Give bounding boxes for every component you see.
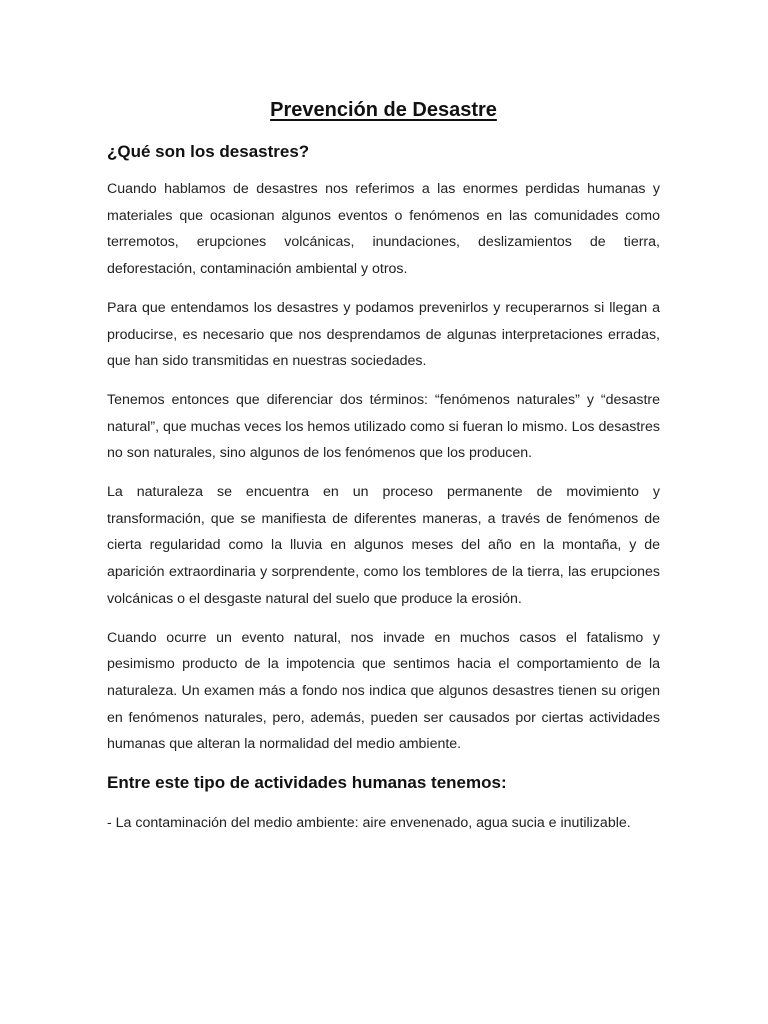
document-page [107,92,660,849]
section-heading-que-son: ¿Qué son los desastres? [107,142,310,161]
paragraph: Cuando ocurre un evento natural, nos invade en muchos casos el fatalismo y pesimismo producto de la impotencia que sentimos hacia el comportamiento de la naturaleza. Un examen más a fondo nos indica que algunos desastres tienen su origen en fenómenos naturales, pero, además, pueden ser causados por ciertas actividades humanas que alteran la normalidad del medio ambiente. [107,629,660,753]
paragraph: Tenemos entonces que diferenciar dos términos: “fenómenos naturales” y “desastre natural”, que muchas veces los hemos utilizado como si fueran lo mismo. Los desastres no son naturales, sino algunos de los fenómenos que los producen. [107,391,660,462]
paragraph: La naturaleza se encuentra en un proceso permanente de movimiento y transformación, que se manifiesta de diferentes maneras, a través de fenómenos de cierta regularidad como la lluvia en algunos meses del año en la montaña, y de aparición extraordinaria y sorprendente, como los temblores de la tierra, las erupciones volcánicas o el desgaste natural del suelo que produce la erosión. [107,484,660,607]
paragraph: Para que entendamos los desastres y podamos prevenirlos y recuperarnos si llegan a producirse, es necesario que nos desprendamos de algunas interpretaciones erradas, que han sido transmitidas en nuestras sociedades. [107,299,660,370]
paragraph: Cuando hablamos de desastres nos referimos a las enormes perdidas humanas y materiales que ocasionan algunos eventos o fenómenos en las comunidades como terremotos, erupciones volcánicas, inundaciones, deslizamientos de tierra, deforestación, contaminación ambiental y otros. [107,181,660,278]
list-item: - La contaminación del medio ambiente: aire envenenado, agua sucia e inutilizable. [107,815,631,832]
section-heading-actividades: Entre este tipo de actividades humanas tenemos: [107,773,507,793]
document-title: Prevención de Desastre [270,99,497,121]
